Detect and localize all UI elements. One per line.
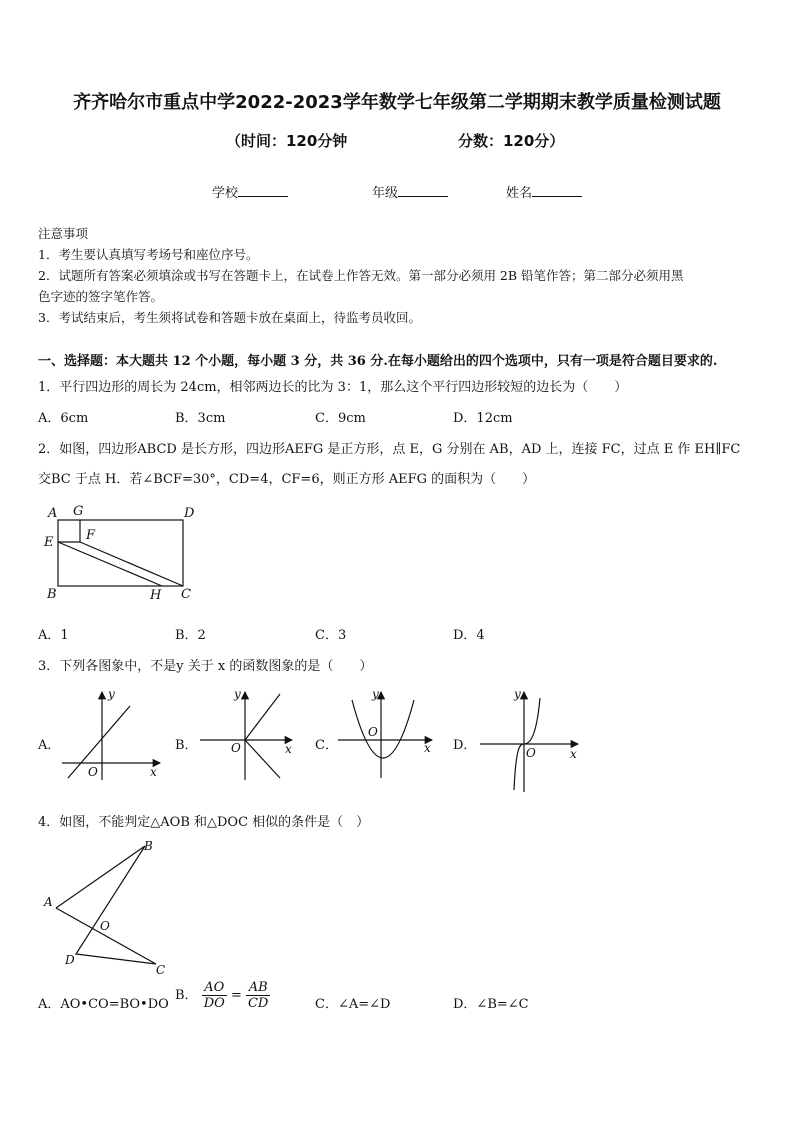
q2-option-b: B．2 [175, 628, 206, 643]
name-field [506, 182, 582, 201]
square-aefg [58, 520, 80, 542]
q4-option-b [175, 980, 270, 1011]
q3-option-d: D． [453, 738, 477, 753]
origin-label: O [368, 725, 378, 739]
q1-stem: 1．平行四边形的周长为 24cm，相邻两边长的比为 3：1，那么这个平行四边形较短的边长为（ ） [38, 380, 628, 395]
label-e: E [44, 535, 54, 550]
fraction-ab-cd [246, 980, 270, 1011]
q4-triangle-figure [38, 836, 178, 978]
notes-heading: 注意事项 [38, 226, 89, 241]
label-a: A [44, 895, 53, 909]
x-label: x [150, 765, 157, 779]
notes-line-1: 1．考生要认真填写考场号和座位序号。 [38, 247, 259, 262]
y-label: y [514, 687, 521, 701]
ray-up [245, 694, 280, 740]
q3-option-c: C． [315, 738, 338, 753]
numerator: AB [246, 980, 270, 996]
q3-graph-d [478, 686, 584, 796]
origin-label: O [88, 765, 98, 779]
label-c: C [181, 587, 191, 602]
segment-fc [80, 542, 183, 586]
x-label: x [285, 742, 292, 756]
denominator: DO [203, 996, 225, 1011]
q4-option-c: C．∠A=∠D [315, 997, 391, 1012]
label-d: D [184, 506, 195, 521]
label-h: H [150, 588, 162, 603]
label-a: A [48, 506, 58, 521]
q3-graph-c [336, 686, 440, 782]
grade-field [372, 182, 448, 201]
q1-option-a: A．6cm [38, 411, 89, 426]
fraction-ao-do [202, 980, 227, 1011]
origin-label: O [231, 741, 241, 755]
exam-title: 齐齐哈尔市重点中学2022-2023学年数学七年级第二学期期末教学质量检测试题 [73, 92, 721, 113]
exam-time: （时间：120分钟 [226, 132, 348, 150]
q2-rectangle-figure [38, 500, 208, 605]
numerator: AO [202, 980, 227, 996]
origin-label: O [526, 746, 536, 760]
q2-stem-line2: 交BC 于点 H．若∠BCF=30°，CD=4，CF=6，则正方形 AEFG 的面积为（ ） [38, 472, 536, 487]
label-b: B [47, 587, 57, 602]
school-field [212, 182, 288, 201]
q3-graph-b [196, 686, 300, 782]
notes-line-3: 3．考试结束后，考生须将试卷和答题卡放在桌面上，待监考员收回。 [38, 310, 421, 325]
q2-option-c: C．3 [315, 628, 347, 643]
q1-option-b: B．3cm [175, 411, 226, 426]
q2-stem-line1: 2．如图，四边形ABCD 是长方形，四边形AEFG 是正方形，点 E，G 分别在 AB，AD 上，连接 FC，过点 E 作 EH∥FC [38, 442, 741, 457]
x-label: x [424, 741, 431, 755]
denominator: CD [247, 996, 269, 1011]
label-g: G [73, 504, 84, 519]
rect-abcd [58, 520, 183, 586]
label-b: B [144, 839, 153, 853]
name-blank[interactable] [532, 184, 582, 197]
q1-option-c: C．9cm [315, 411, 366, 426]
y-label: y [372, 687, 379, 701]
school-label: 学校 [212, 186, 239, 201]
q3-option-b: B． [175, 738, 198, 753]
parabola-graph [352, 700, 414, 758]
name-label: 姓名 [506, 186, 533, 201]
bowtie-lines [56, 846, 156, 964]
q3-option-a: A． [38, 738, 61, 753]
label-c: C [156, 963, 166, 977]
label-o: O [100, 919, 110, 933]
grade-label: 年级 [372, 186, 399, 201]
label-d: D [65, 953, 75, 967]
notes-line-2: 2．试题所有答案必须填涂或书写在答题卡上，在试卷上作答无效。第一部分必须用 2B 铅笔作答；第二部分必须用黑 [38, 268, 684, 283]
notes-line-2-cont: 色字迹的签字笔作答。 [38, 289, 164, 304]
school-blank[interactable] [238, 184, 288, 197]
q2-option-d: D．4 [453, 628, 485, 643]
q4-option-b-prefix: B． [175, 988, 198, 1003]
section-heading: 一、选择题：本大题共 12 个小题，每小题 3 分，共 36 分.在每小题给出的四个选项中，只有一项是符合题目要求的. [38, 354, 718, 369]
q2-option-a: A．1 [38, 628, 69, 643]
segment-eh [58, 542, 162, 586]
q1-option-d: D．12cm [453, 411, 513, 426]
q3-graph-a [60, 686, 170, 782]
label-f: F [86, 528, 96, 543]
x-label: x [570, 747, 577, 761]
exam-score: 分数：120分） [458, 132, 565, 150]
ray-down [245, 740, 280, 778]
q4-stem: 4．如图，不能判定△AOB 和△DOC 相似的条件是（ ） [38, 815, 370, 830]
q4-option-a: A．AO•CO=BO•DO [38, 997, 169, 1012]
y-label: y [108, 687, 115, 701]
y-label: y [234, 687, 241, 701]
line-graph [68, 706, 130, 778]
q3-stem: 3．下列各图象中，不是y 关于 x 的函数图象的是（ ） [38, 659, 373, 674]
q4-option-d: D．∠B=∠C [453, 997, 529, 1012]
grade-blank[interactable] [398, 184, 448, 197]
equals-sign: = [230, 988, 242, 1003]
